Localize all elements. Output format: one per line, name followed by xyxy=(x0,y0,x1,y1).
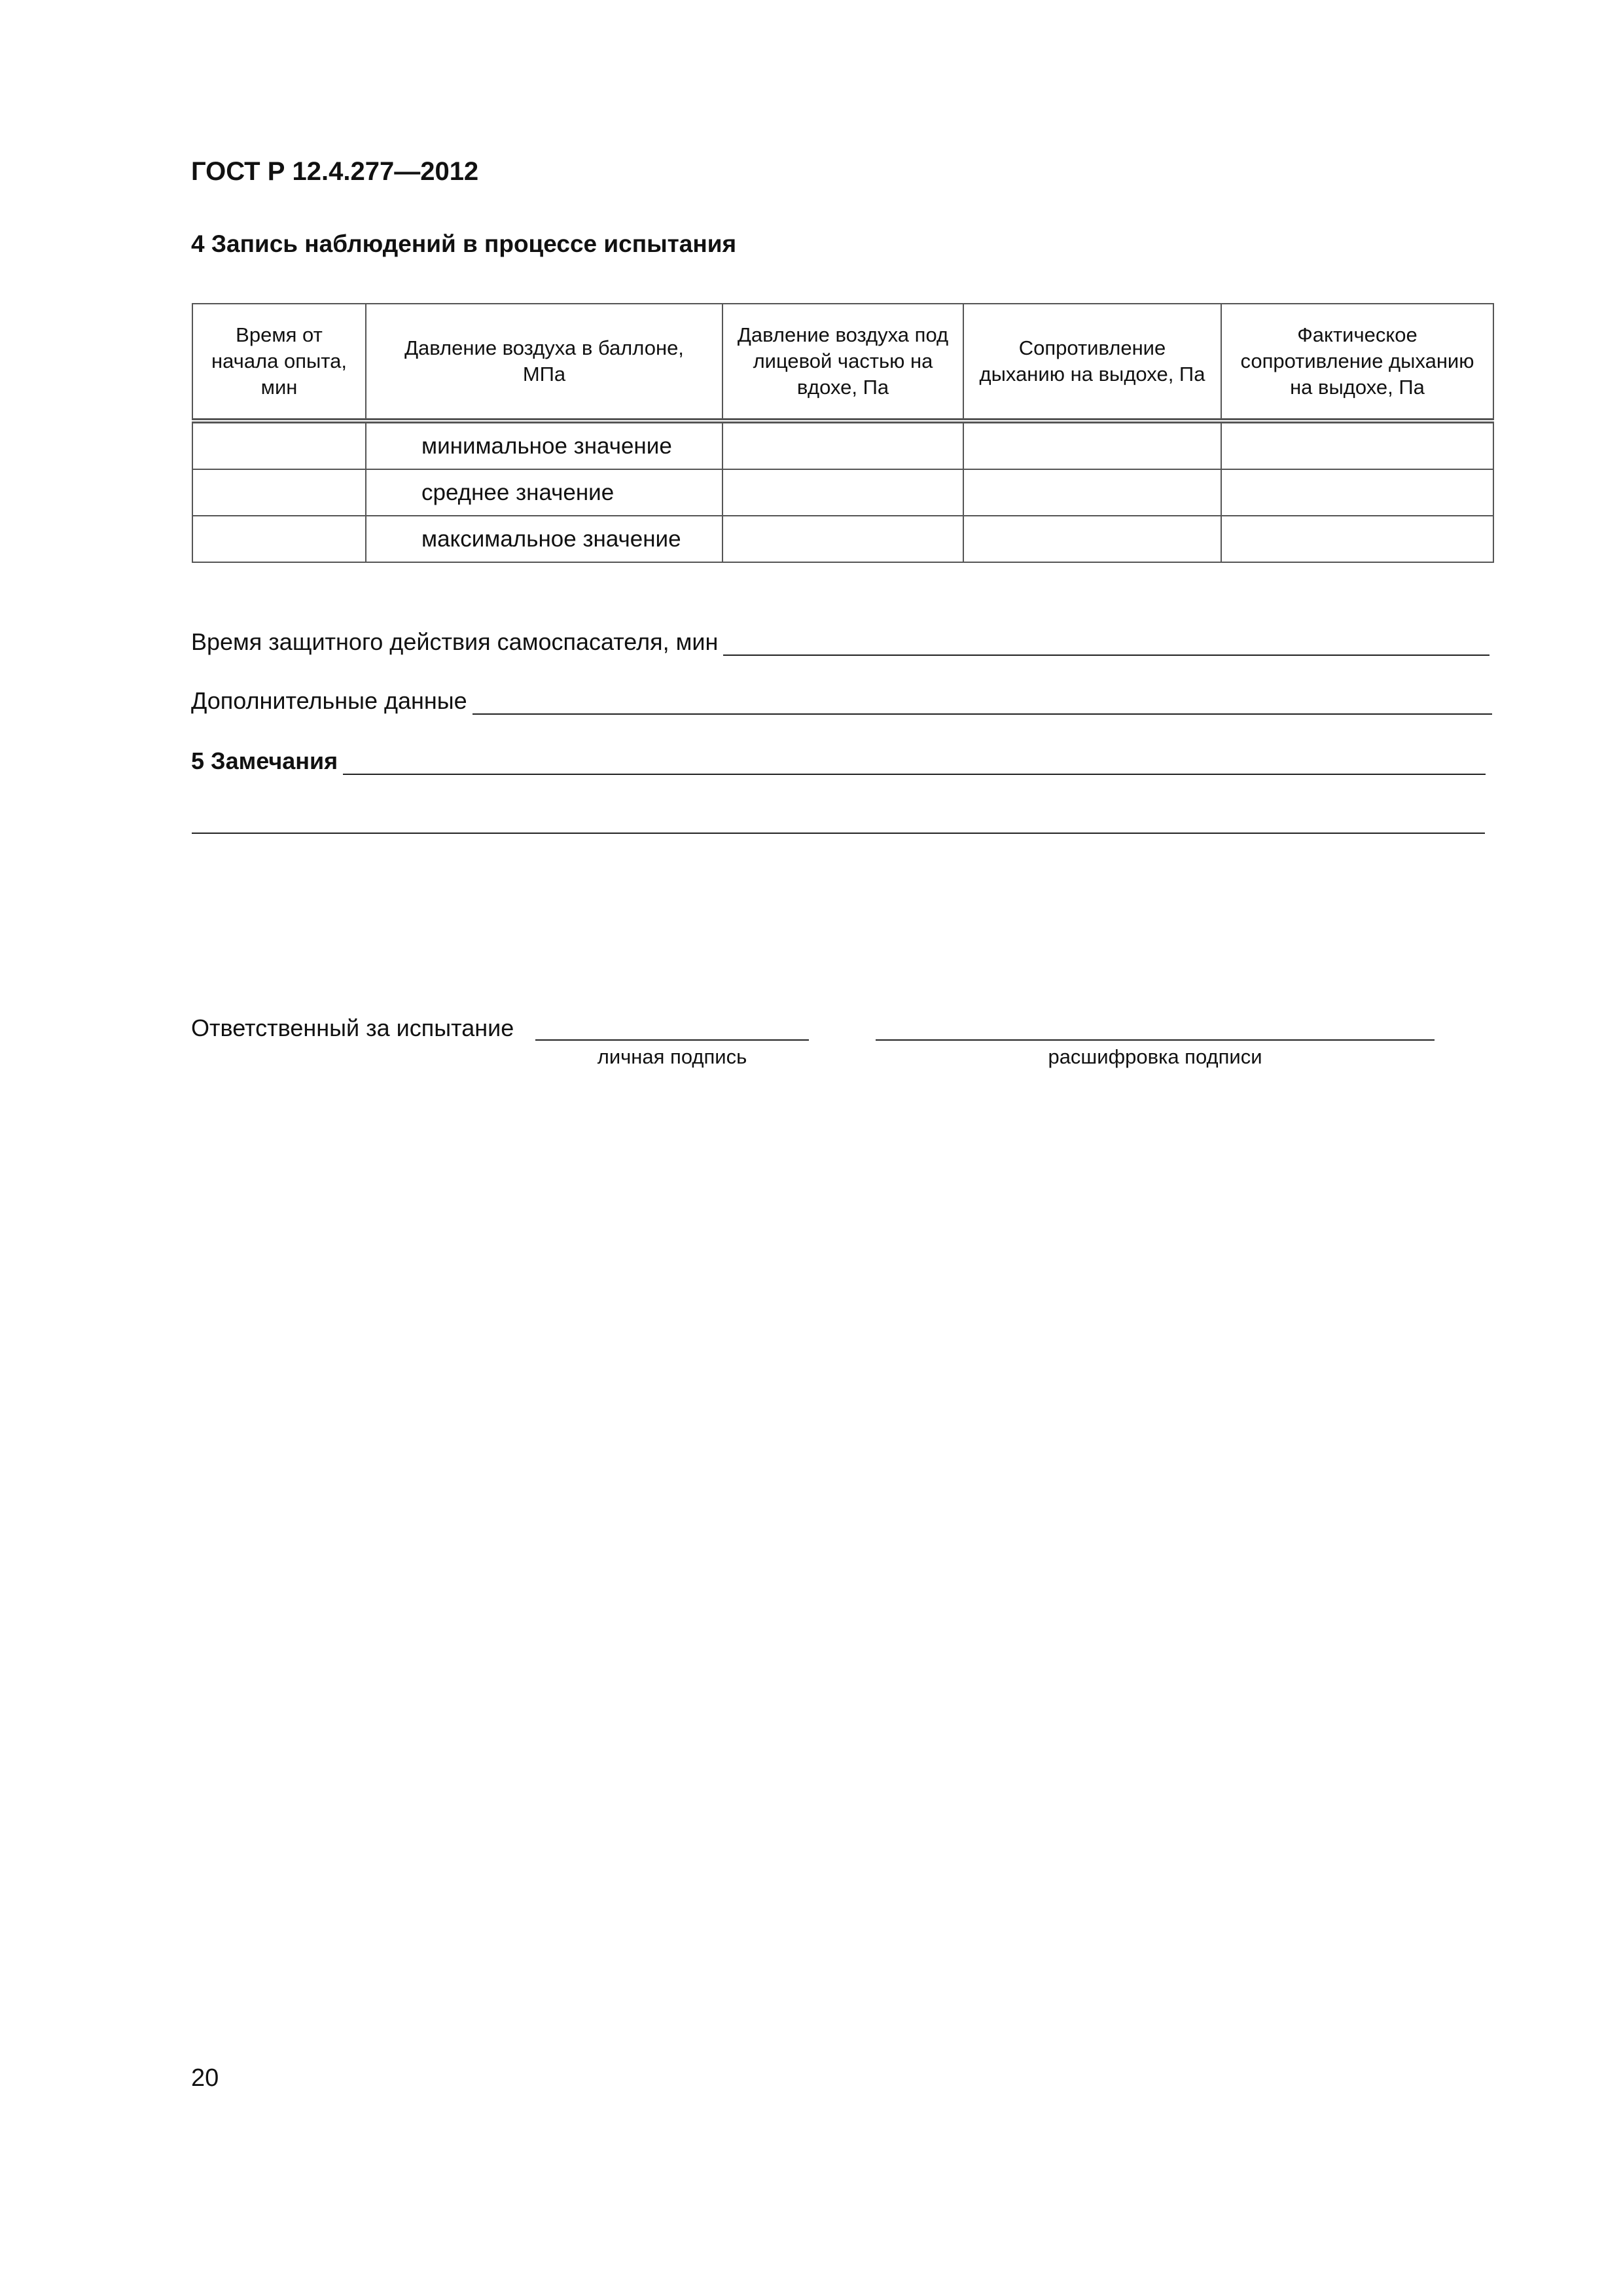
remarks-input-line[interactable] xyxy=(343,773,1486,775)
page-number: 20 xyxy=(191,2064,219,2092)
header-actual-resistance: Фактическое сопротивление дыханию на выдохе, Па xyxy=(1221,304,1493,421)
remarks-continuation-line[interactable] xyxy=(192,833,1485,834)
signature-decoding-caption: расшифровка подписи xyxy=(1048,1045,1262,1068)
section-4-heading: 4 Запись наблюдений в процессе испытания xyxy=(191,230,737,257)
responsible-label: Ответственный за испытание xyxy=(191,1014,514,1041)
personal-signature-line[interactable] xyxy=(535,1039,809,1041)
pressure-cell: максимальное значение xyxy=(366,516,722,562)
section-5-heading: 5 Замечания xyxy=(191,747,338,774)
protection-time-input-line[interactable] xyxy=(723,654,1489,656)
table-row xyxy=(192,469,1493,516)
document-code: ГОСТ Р 12.4.277—2012 xyxy=(191,157,479,186)
protection-time-field xyxy=(191,628,1489,656)
signature-decoding-line[interactable] xyxy=(876,1039,1435,1041)
actual-resistance-cell[interactable] xyxy=(1221,516,1493,562)
time-cell[interactable] xyxy=(192,469,366,516)
table-row xyxy=(192,516,1493,562)
pressure-cell: среднее значение xyxy=(366,469,722,516)
header-cylinder-pressure: Давление воздуха в баллоне, МПа xyxy=(366,304,722,421)
remarks-field xyxy=(191,747,1486,775)
resistance-cell[interactable] xyxy=(963,469,1221,516)
header-time: Время от начала опыта, мин xyxy=(192,304,366,421)
resistance-cell[interactable] xyxy=(963,516,1221,562)
resistance-cell[interactable] xyxy=(963,421,1221,469)
additional-data-input-line[interactable] xyxy=(473,713,1492,715)
additional-data-label: Дополнительные данные xyxy=(191,687,467,714)
actual-resistance-cell[interactable] xyxy=(1221,469,1493,516)
table-row xyxy=(192,421,1493,469)
pressure-cell: минимальное значение xyxy=(366,421,722,469)
mask-pressure-cell[interactable] xyxy=(722,421,963,469)
actual-resistance-cell[interactable] xyxy=(1221,421,1493,469)
time-cell[interactable] xyxy=(192,421,366,469)
table-header-row xyxy=(192,304,1493,421)
observations-table xyxy=(192,303,1494,563)
additional-data-field xyxy=(191,687,1492,715)
header-mask-pressure: Давление воздуха под лицевой частью на вдохе, Па xyxy=(722,304,963,421)
protection-time-label: Время защитного действия самоспасателя, мин xyxy=(191,628,719,655)
header-exhale-resistance: Сопротивление дыханию на выдохе, Па xyxy=(963,304,1221,421)
personal-signature-caption: личная подпись xyxy=(597,1045,747,1068)
time-cell[interactable] xyxy=(192,516,366,562)
mask-pressure-cell[interactable] xyxy=(722,516,963,562)
mask-pressure-cell[interactable] xyxy=(722,469,963,516)
